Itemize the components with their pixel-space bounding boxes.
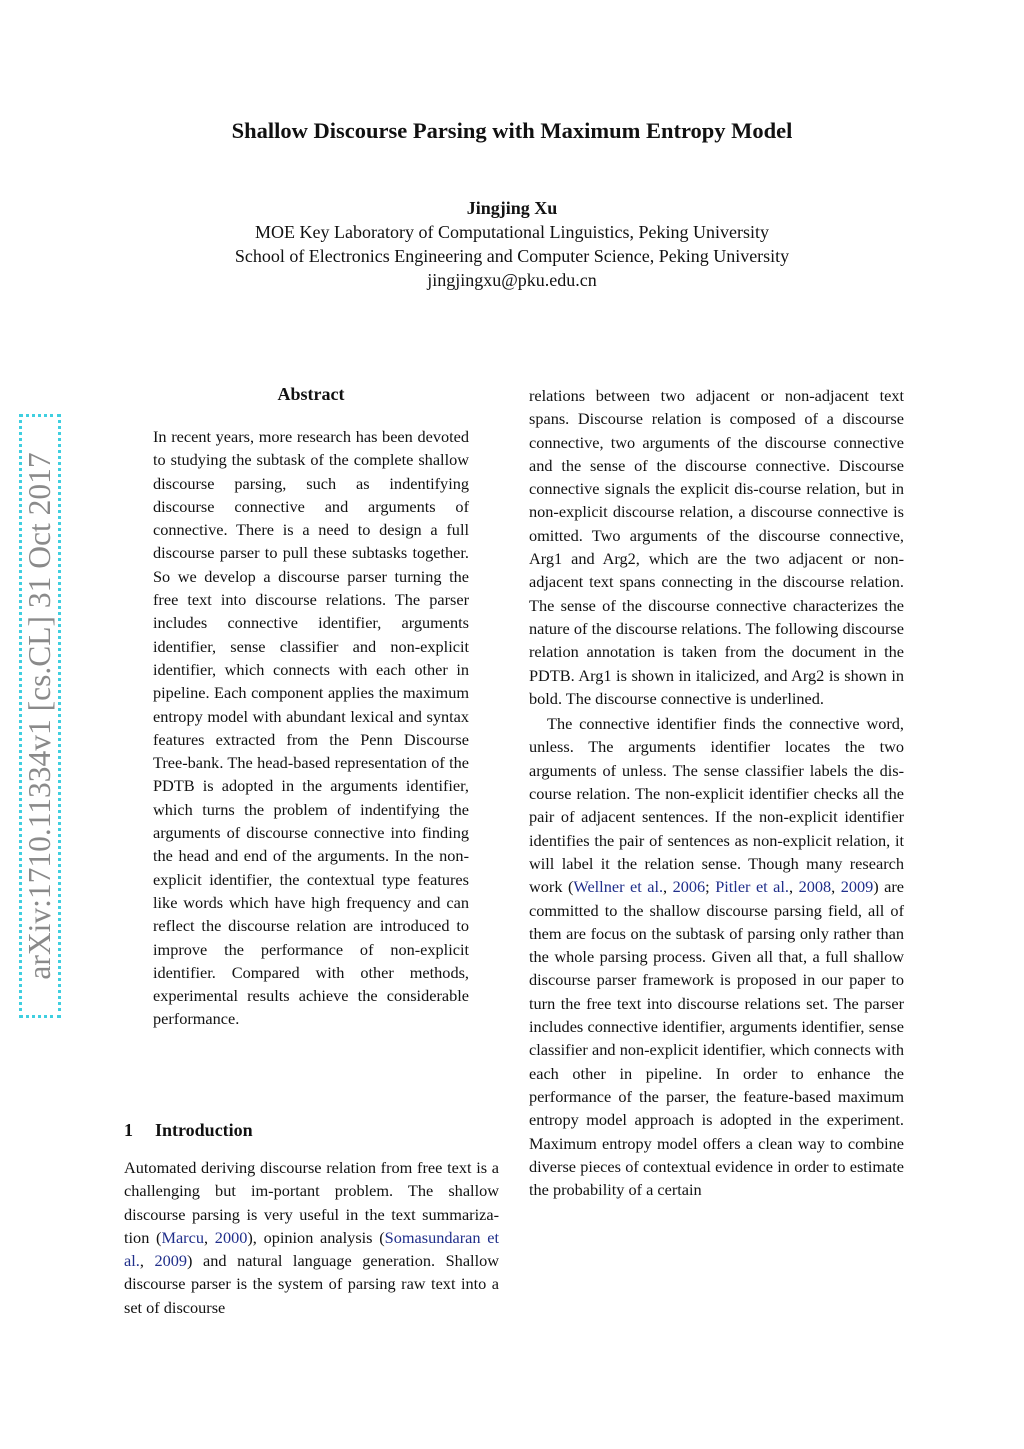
citation-link[interactable]: 2009 bbox=[154, 1251, 188, 1271]
citation-link[interactable]: 2009 bbox=[840, 877, 874, 897]
section-heading-introduction bbox=[124, 1120, 498, 1141]
intro-text: ) are committed to the shallow discourse parsing field, all of them are focus on the subtask of parsing only rather than the whole parsing process. Given all that, a full shallow discourse parser framework is proposed in our paper to turn the free text into discourse relations set. The parser includes connective identifier, arguments identifier, sense classifier and non-explicit identifier, which connects with each other in pipeline. In order to enhance the performance of the parser, the feature-based maximum entropy model approach is adopted in the experiment. Maximum entropy model offers a clean way to combine diverse pieces of contextual evidence in order to estimate the probability of a certain bbox=[529, 877, 905, 1200]
citation-link[interactable]: Pitler et al. bbox=[715, 877, 789, 897]
citation-link[interactable]: 2000 bbox=[214, 1227, 248, 1247]
intro-text: , bbox=[663, 877, 673, 897]
affiliation-2: School of Electronics Engineering and Computer Science, Peking University bbox=[234, 246, 790, 266]
citation-link[interactable]: 2006 bbox=[672, 877, 706, 897]
intro-text: Automated deriving discourse relation from free text is a challenging but im-portant problem. The shallow discourse parsing is very useful in the text summariza-tion ( bbox=[124, 1158, 499, 1247]
paper-title: Shallow Discourse Parsing with Maximum Entropy Model bbox=[231, 118, 793, 143]
citation-link[interactable]: Wellner et al. bbox=[573, 877, 664, 897]
intro-text: ; bbox=[705, 877, 716, 897]
section-title: Introduction bbox=[155, 1120, 253, 1140]
intro-paragraph-1-continued: relations between two adjacent or non-adjacent text spans. Discourse relation is composed of a discourse connective, two arguments of the discourse connective and the sense of the discourse connective. Discourse connective signals the explicit dis-course relation, but in non-explicit discourse relation, a discourse connective is omitted. Two arguments of the discourse connective, Arg1 and Arg2, which are the two adjacent or non-adjacent text spans connecting in the discourse relation. The sense of the discourse connective characterizes the nature of the discourse relations. The following discourse relation annotation is taken from the document in the PDTB. Arg1 is shown in italicized, and Arg2 is shown in bold. The discourse connective is underlined. bbox=[529, 386, 904, 708]
intro-paragraph-2 bbox=[529, 712, 904, 1201]
intro-text: , bbox=[139, 1251, 155, 1271]
intro-text: , bbox=[789, 877, 799, 897]
intro-text: ) and natural language generation. Shallow discourse parser is the system of parsing raw text into a set of discourse bbox=[124, 1251, 499, 1317]
right-column bbox=[529, 384, 904, 1201]
author-block bbox=[0, 196, 1024, 292]
intro-text: The connective identifier finds the connective word, unless. The arguments identifier locates the two arguments of unless. The sense classifier labels the dis-course relation. The non-explicit identifier checks all the pair of adjacent sentences. If the non-explicit identifier identifies the pair of sentences as non-explicit relation, it will label it the relation sense. Though many research work ( bbox=[529, 714, 904, 897]
abstract-heading: Abstract bbox=[277, 384, 345, 404]
citation-link[interactable]: Marcu bbox=[161, 1227, 204, 1247]
arxiv-stamp: arXiv:1710.11334v1 [cs.CL] 31 Oct 2017 bbox=[19, 414, 61, 1018]
intro-text: , bbox=[831, 877, 841, 897]
intro-paragraph-1 bbox=[124, 1156, 499, 1319]
author-email: jingjingxu@pku.edu.cn bbox=[427, 270, 597, 290]
intro-text: , bbox=[203, 1227, 215, 1247]
affiliation-1: MOE Key Laboratory of Computational Linguistics, Peking University bbox=[255, 222, 769, 242]
author-name: Jingjing Xu bbox=[466, 198, 558, 218]
citation-link[interactable]: Somasundaran et al. bbox=[124, 1227, 500, 1271]
section-number: 1 bbox=[124, 1120, 133, 1140]
intro-text: ), opinion analysis ( bbox=[247, 1227, 385, 1247]
abstract-body: In recent years, more research has been devoted to studying the subtask of the complete shallow discourse parsing, such as indentifying discourse connective and arguments of connective. There is a need to design a full discourse parser to pull these subtasks together. So we develop a discourse parser turning the free text into discourse relations. The parser includes connective identifier, arguments identifier, sense classifier and non-explicit identifier, which connects with each other in pipeline. Each component applies the maximum entropy model with abundant lexical and syntax features extracted from the Penn Discourse Tree-bank. The head-based representation of the PDTB is adopted in the arguments identifier, which turns the problem of indentifying the arguments of discourse connective into finding the head and end of the arguments. In the non-explicit identifier, the contextual type features like words which have high frequency and can reflect the discourse relation are introduced to improve the performance of non-explicit identifier. Compared with other methods, experimental results achieve the considerable performance. bbox=[153, 427, 469, 1029]
citation-link[interactable]: 2008 bbox=[798, 877, 832, 897]
